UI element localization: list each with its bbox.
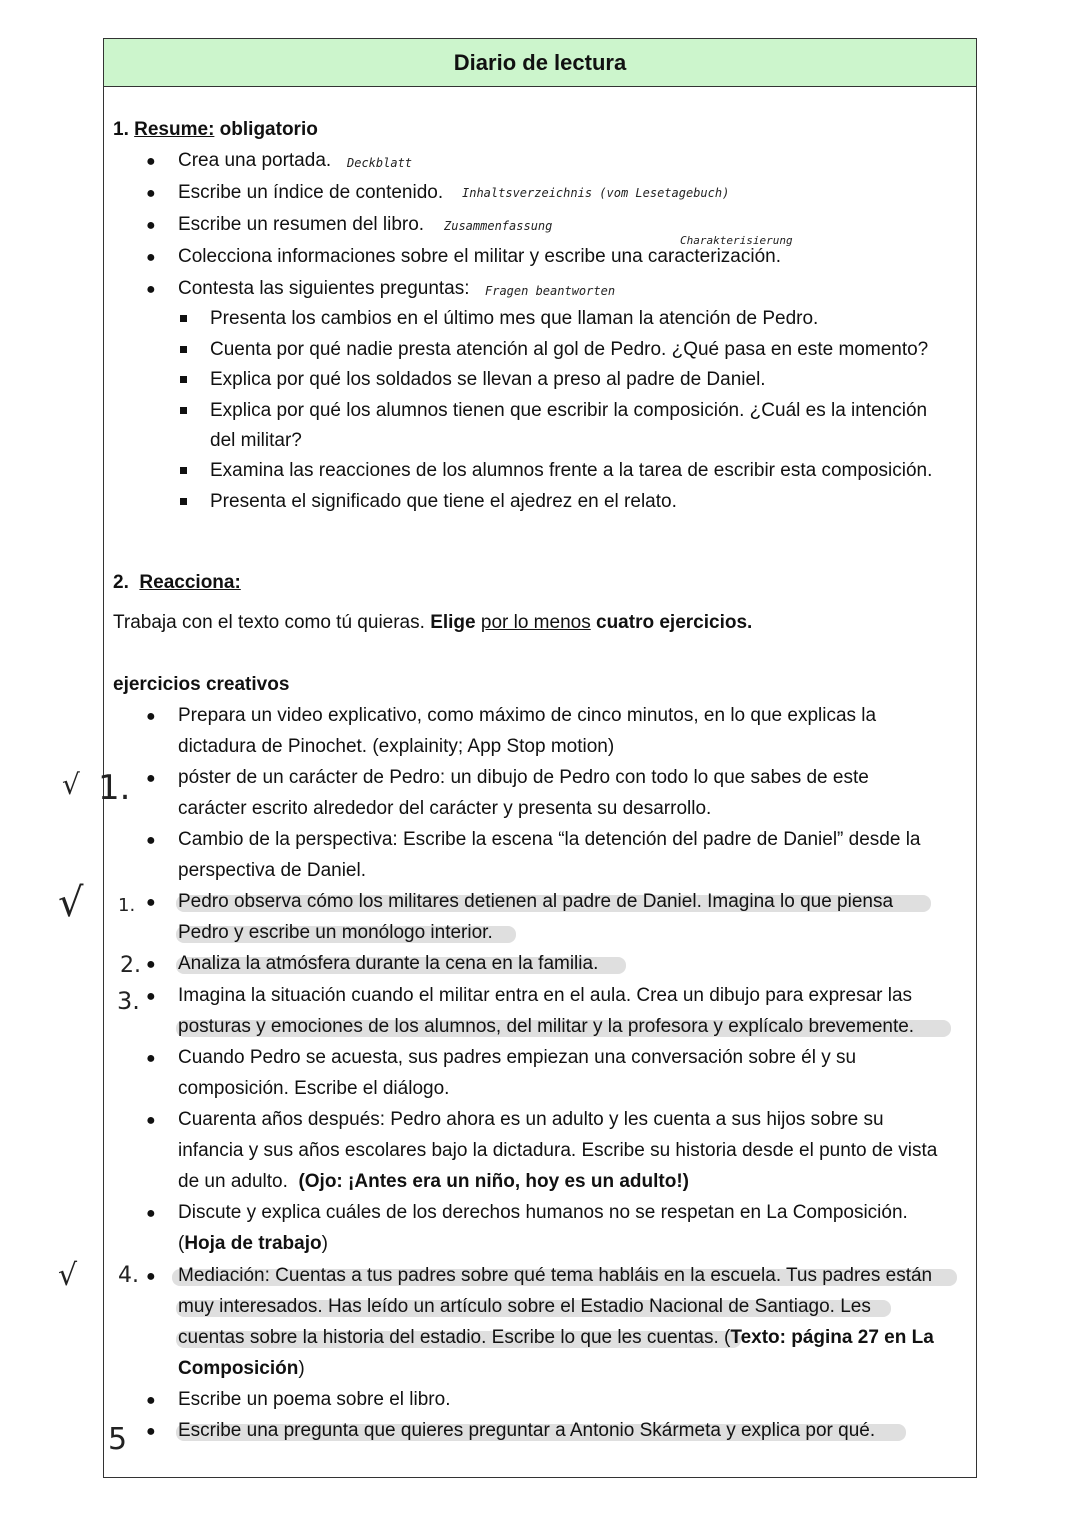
list-item: Escribe un índice de contenido. <box>178 182 444 203</box>
section-1-heading: 1. Resume: obligatorio <box>113 119 318 140</box>
exercise-line: Cuarenta años después: Pedro ahora es un adulto y les cuenta a sus hijos sobre su <box>178 1109 884 1130</box>
section-2-heading: 2. Reacciona: <box>113 572 241 593</box>
exercise-line: Escribe un poema sobre el libro. <box>178 1389 451 1410</box>
bullet: ● <box>146 708 156 725</box>
bullet: ● <box>146 1050 156 1067</box>
list-item: Contesta las siguientes preguntas: <box>178 278 470 299</box>
list-item: Colecciona informaciones sobre el militar y escribe una caracterización. <box>178 246 781 267</box>
exercise-line: perspectiva de Daniel. <box>178 860 366 881</box>
list-item: Crea una portada. <box>178 150 332 171</box>
bullet: ● <box>146 217 156 234</box>
bullet: ● <box>146 1112 156 1129</box>
square-bullet <box>180 467 187 474</box>
question-item: Explica por qué los soldados se llevan a preso al padre de Daniel. <box>210 369 766 390</box>
square-bullet <box>180 346 187 353</box>
checkmark-icon: √ <box>58 880 84 926</box>
exercise-line: Pedro observa cómo los militares detienen al padre de Daniel. Imagina lo que piensa <box>178 891 894 912</box>
bullet: ● <box>146 894 156 911</box>
bullet: ● <box>146 1392 156 1409</box>
exercise-line: Cambio de la perspectiva: Escribe la escena “la detención del padre de Daniel” desde la <box>178 829 921 850</box>
bullet: ● <box>146 153 156 170</box>
exercise-line: Escribe una pregunta que quieres preguntar a Antonio Skármeta y explica por qué. <box>178 1420 876 1441</box>
exercise-line: Analiza la atmósfera durante la cena en la familia. <box>178 953 599 974</box>
handwritten-number: 5 <box>108 1422 128 1457</box>
exercise-line: carácter escrito alrededor del carácter y presenta su desarrollo. <box>178 798 712 819</box>
question-item: Presenta el significado que tiene el ajedrez en el relato. <box>210 491 677 512</box>
exercise-line: Imagina la situación cuando el militar entra en el aula. Crea un dibujo para expresar las <box>178 985 913 1006</box>
bullet: ● <box>146 988 156 1005</box>
exercise-line: de un adulto. (Ojo: ¡Antes era un niño, hoy es un adulto!) <box>178 1171 689 1192</box>
handwritten-number: 3. <box>117 987 140 1015</box>
bullet: ● <box>146 1205 156 1222</box>
exercise-line: Cuando Pedro se acuesta, sus padres empiezan una conversación sobre él y su <box>178 1047 857 1068</box>
exercise-line: Composición) <box>178 1358 305 1379</box>
square-bullet <box>180 376 187 383</box>
exercise-line: composición. Escribe el diálogo. <box>178 1078 450 1099</box>
handwritten-note: Zusammenfassung <box>444 219 553 233</box>
bullet: ● <box>146 770 156 787</box>
exercise-line: infancia y sus años escolares bajo la dictadura. Escribe su historia desde el punto de vista <box>178 1140 938 1161</box>
handwritten-number: 2. <box>120 953 141 978</box>
exercise-line: Pedro y escribe un monólogo interior. <box>178 922 493 943</box>
exercise-line: Mediación: Cuentas a tus padres sobre qué tema habláis en la escuela. Tus padres están <box>178 1265 933 1286</box>
exercise-line: Prepara un video explicativo, como máximo de cinco minutos, en lo que explicas la <box>178 705 877 726</box>
exercise-line: (Hoja de trabajo) <box>178 1233 328 1254</box>
question-item: Explica por qué los alumnos tienen que escribir la composición. ¿Cuál es la intención <box>210 400 928 421</box>
exercise-line: posturas y emociones de los alumnos, del militar y la profesora y explícalo brevemente. <box>178 1016 915 1037</box>
handwritten-number: 1. <box>118 895 136 916</box>
handwritten-note: Charakterisierung <box>680 234 793 247</box>
bullet: ● <box>146 1268 156 1285</box>
exercise-line: muy interesados. Has leído un artículo sobre el Estadio Nacional de Santiago. Les <box>178 1296 871 1317</box>
bullet: ● <box>146 185 156 202</box>
bullet: ● <box>146 832 156 849</box>
exercise-line: Discute y explica cuáles de los derechos humanos no se respetan en La Composición. <box>178 1202 908 1223</box>
question-item: Presenta los cambios en el último mes que llaman la atención de Pedro. <box>210 308 819 329</box>
bullet: ● <box>146 1423 156 1440</box>
bullet: ● <box>146 249 156 266</box>
section-2-intro: Trabaja con el texto como tú quieras. Elige por lo menos cuatro ejercicios. <box>113 612 753 633</box>
page-title: Diario de lectura <box>104 39 976 87</box>
exercise-line: dictadura de Pinochet. (explainity; App Stop motion) <box>178 736 615 757</box>
checkmark-icon: √ <box>62 768 80 801</box>
exercise-line: póster de un carácter de Pedro: un dibujo de Pedro con todo lo que sabes de este <box>178 767 869 788</box>
square-bullet <box>180 498 187 505</box>
question-item-continued: del militar? <box>210 430 302 451</box>
question-item: Cuenta por qué nadie presta atención al gol de Pedro. ¿Qué pasa en este momento? <box>210 339 929 360</box>
handwritten-number: 1. <box>98 768 131 808</box>
square-bullet <box>180 407 187 414</box>
checkmark-icon: √ <box>58 1258 78 1293</box>
handwritten-note: Deckblatt <box>347 156 413 170</box>
list-item: Escribe un resumen del libro. <box>178 214 425 235</box>
bullet: ● <box>146 281 156 298</box>
creative-exercises-heading: ejercicios creativos <box>113 674 290 695</box>
bullet: ● <box>146 956 156 973</box>
square-bullet <box>180 315 187 322</box>
handwritten-number: 4. <box>118 1263 139 1288</box>
handwritten-note: Fragen beantworten <box>485 284 616 298</box>
handwritten-note: Inhaltsverzeichnis (vom Lesetagebuch) <box>462 186 730 200</box>
exercise-line: cuentas sobre la historia del estadio. Escribe lo que les cuentas. (Texto: página 27 en La <box>178 1327 934 1348</box>
question-item: Examina las reacciones de los alumnos frente a la tarea de escribir esta composición. <box>210 460 933 481</box>
